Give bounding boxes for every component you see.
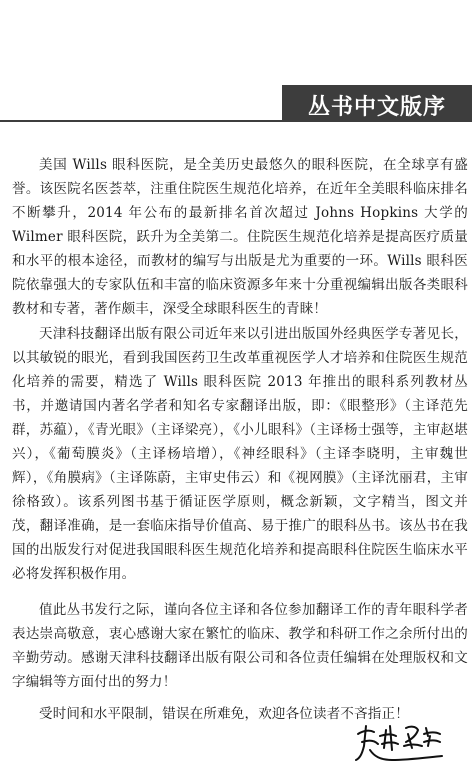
preface-body <box>12 153 468 726</box>
paragraph-2: 天津科技翻译出版有限公司近年来以引进出版国外经典医学专著见长，以其敏锐的眼光，看到我国医药卫生改革重视医学人才培养和住院医生规范化培养的需要，精选了 Wills 眼科医院 2013 年推出的眼科系列教材丛书，并邀请国内著名学者和知名专家翻译出版，即：《眼整形》（主译范先群，苏藴），《青光眼》（主译梁亮），《小儿眼科》（主译杨士强等，主审赵堪兴），《葡萄膜炎》（主译杨培增），《神经眼科》（主译李晓明，主审魏世辉），《角膜病》（主译陈蔚，主审史伟云）和《视网膜》（主译沈丽君，主审徐格致）。该系列图书基于循证医学原则，概念新颖，文字精当，图文并茂，翻译准确，是一套临床指导价值高、易于推广的眼科丛书。该丛书在我国的出版发行对促进我国眼科医生规范化培养和提高眼科住院医生临床水平必将发挥积极作用。 <box>12 326 468 582</box>
paragraph-1: 美国 Wills 眼科医院，是全美历史最悠久的眼科医院，在全球享有盛誉。该医院名医荟萃，注重住院医生规范化培养，在近年全美眼科临床排名不断攀升，2014 年公布的最新排名首次超过 Johns Hopkins 大学的 Wilmer 眼科医院，跃升为全美第二。住院医生规范化培养是提高医疗质量和水平的根本途径，而教材的编写与出版是尤为重要的一环。Wills 眼科医院依靠强大的专家队伍和丰富的临床资源多年来十分重视编辑出版各类眼科教材和专著，著作颇丰，深受全球眼科医生的青睐！ <box>12 157 468 317</box>
page-title: 丛书中文版序 <box>307 95 446 120</box>
handwritten-signature-icon <box>352 716 447 766</box>
paragraph-3: 值此丛书发行之际，谨向各位主译和各位参加翻译工作的青年眼科学者表达崇高敬意，衷心感谢大家在繁忙的临床、教学和科研工作之余所付出的辛勤劳动。感谢天津科技翻译出版有限公司和各位责任编辑在处理版权和文字编辑等方面付出的努力！ <box>12 602 468 690</box>
section-header-banner <box>282 85 472 121</box>
paragraph-4: 受时间和水平限制，错误在所难免，欢迎各位读者不吝指正！ <box>39 706 409 722</box>
